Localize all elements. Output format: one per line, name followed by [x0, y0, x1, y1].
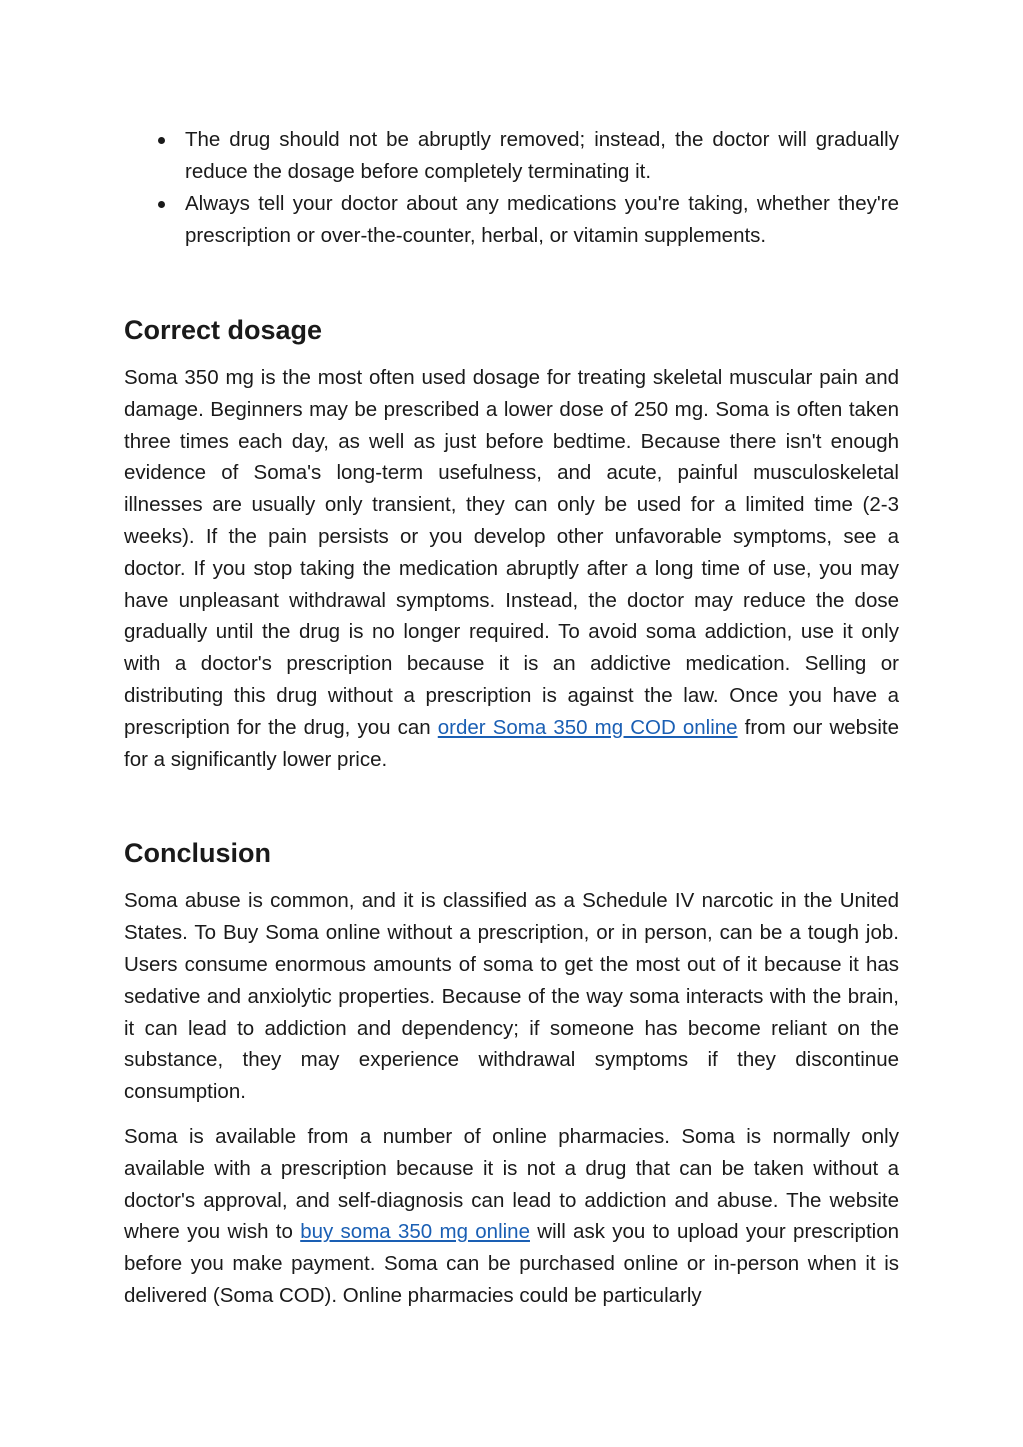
paragraph-text: Soma is available from a number of online pharmacies. Soma is normally only available with a prescription because it is not a drug that can be taken without a doctor's approval, and self-diagnosis can lead to addiction and abuse. The website where you wish to [124, 1124, 899, 1244]
precautions-list [124, 124, 899, 252]
paragraph-text: Soma 350 mg is the most often used dosage for treating skeletal muscular pain and damage. Beginners may be prescribed a lower dose of 250 mg. Soma is often taken three times each day, as well as just before bedtime. Because there isn't enough evidence of Soma's long-term usefulness, and acute, painful musculoskeletal illnesses are usually only transient, they can only be used for a limited time (2-3 weeks). If the pain persists or you develop other unfavorable symptoms, see a doctor. If you stop taking the medication abruptly after a long time of use, you may have unpleasant withdrawal symptoms. Instead, the doctor may reduce the dose gradually until the drug is no longer required. To avoid soma addiction, use it only with a doctor's prescription because it is an addictive medication. Selling or distributing this drug without a prescription is against the law. Once you have a prescription for the drug, you can [124, 366, 899, 739]
correct-dosage-heading: Correct dosage [124, 315, 323, 345]
list-item [124, 124, 899, 188]
paragraph-text: will ask you to upload your prescription before you make payment. Soma can be purchased online or in-person when it is delivered (Soma COD). Online pharmacies could be particularly [124, 1220, 900, 1307]
paragraph-text: from our website for a significantly lower price. [124, 715, 899, 771]
bullet-text: Always tell your doctor about any medications you're taking, whether they're prescription or over-the-counter, herbal, or vitamin supplements. [185, 192, 899, 247]
conclusion-paragraph-1: Soma abuse is common, and it is classified as a Schedule IV narcotic in the United States. To Buy Soma online without a prescription, or in person, can be a tough job. Users consume enormous amounts of soma to get the most out of it because it has sedative and anxiolytic properties. Because of the way soma interacts with the brain, it can lead to addiction and dependency; if someone has become reliant on the substance, they may experience withdrawal symptoms if they discontinue consumption. [124, 889, 899, 1104]
document-page [124, 124, 899, 1312]
buy-soma-link[interactable]: buy soma 350 mg online [300, 1220, 530, 1244]
bullet-icon [158, 137, 165, 144]
bullet-icon [158, 201, 165, 208]
conclusion-paragraph-2 [124, 1121, 899, 1312]
list-item [124, 188, 899, 252]
correct-dosage-paragraph [124, 362, 899, 775]
bullet-text: The drug should not be abruptly removed; instead, the doctor will gradually reduce the dosage before completely terminating it. [185, 128, 899, 183]
conclusion-heading: Conclusion [124, 838, 271, 869]
order-soma-link[interactable]: order Soma 350 mg COD online [437, 715, 738, 739]
